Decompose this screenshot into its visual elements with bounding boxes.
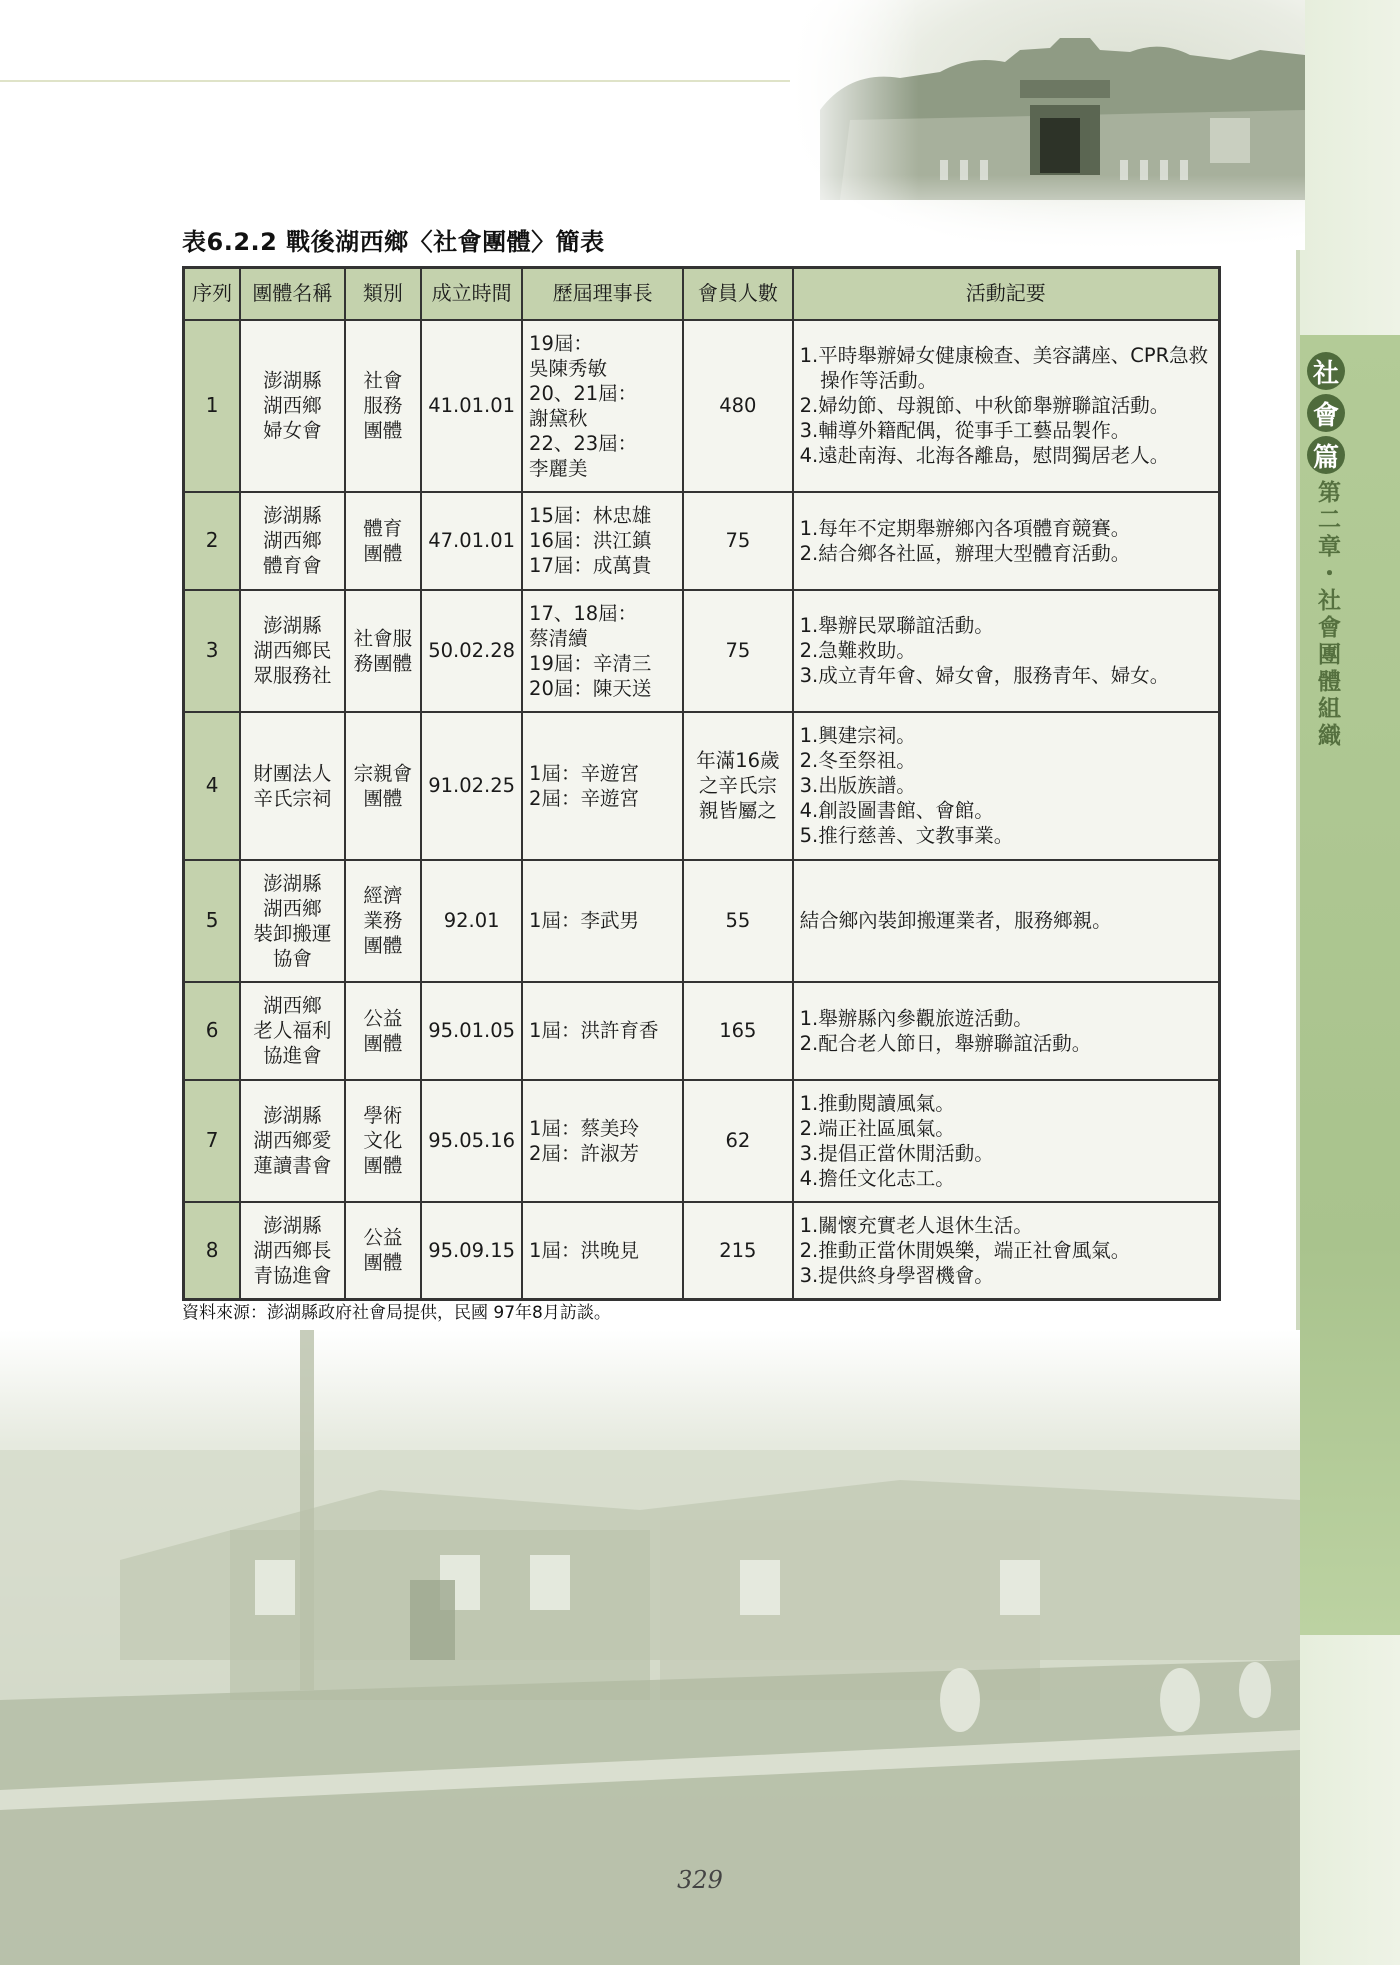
row-activities [793, 712, 1220, 860]
row-group-name-line: 湖西鄉長 [253, 1238, 332, 1262]
row-activities-line: 2.推動正當休閒娛樂，端正社會風氣。 [799, 1238, 1131, 1262]
row-activities-line: 2.婦幼節、母親節、中秋節舉辦聯誼活動。 [799, 394, 1170, 417]
row-founded: 91.02.25 [421, 712, 522, 860]
row-activities-line: 3.提倡正當休閒活動。 [799, 1141, 994, 1165]
row-activities-line: 2.急難救助。 [799, 639, 916, 662]
row-members [683, 590, 792, 712]
row-group-name [240, 1080, 344, 1202]
row-chairs-line: 1屆：洪許育香 [529, 1019, 659, 1042]
row-category [345, 1202, 422, 1300]
row-group-name [240, 712, 344, 860]
row-activities-line: 2.端正社區風氣。 [799, 1116, 955, 1140]
row-members-line: 165 [719, 1019, 757, 1042]
row-chairs [522, 982, 683, 1080]
header-members: 會員人數 [683, 268, 792, 320]
row-activities-line: 1.關懷充實老人退休生活。 [799, 1213, 1033, 1237]
row-activities-line: 3.輔導外籍配偶，從事手工藝品製作。 [799, 419, 1131, 442]
header-rule [0, 80, 795, 82]
row-chairs-line: 蔡清續 [529, 626, 588, 650]
row-activities-line: 2.配合老人節日，舉辦聯誼活動。 [799, 1031, 1092, 1055]
row-activities [793, 320, 1220, 492]
row-category [345, 1080, 422, 1202]
row-activities-line: 1.舉辦縣內參觀旅遊活動。 [799, 1006, 1033, 1030]
row-category-line: 公益 [363, 1226, 403, 1250]
row-activities-line: 2.冬至祭祖。 [799, 749, 916, 772]
row-category [345, 320, 422, 492]
table-row [184, 712, 1220, 860]
row-activities-line: 1.推動閱讀風氣。 [799, 1091, 955, 1115]
row-category-line: 體育 [363, 516, 403, 540]
row-activities-line: 3.出版族譜。 [799, 774, 916, 797]
row-group-name-line: 湖西鄉民 [253, 639, 332, 662]
header-building-photo [790, 0, 1305, 250]
row-chairs-line: 1屆：蔡美玲 [529, 1116, 639, 1140]
row-activities-line: 1.舉辦民眾聯誼活動。 [799, 614, 994, 637]
row-seq: 2 [184, 492, 241, 590]
table-row [184, 1202, 1220, 1300]
row-members-line: 親皆屬之 [698, 799, 777, 822]
row-category-line: 團體 [363, 1251, 403, 1275]
row-group-name-line: 婦女會 [263, 419, 322, 442]
row-members-line: 75 [725, 639, 751, 662]
row-category-line: 文化 [363, 1129, 403, 1152]
row-chairs-line: 17、18屆： [529, 601, 638, 625]
row-category-line: 團體 [363, 419, 403, 442]
row-activities [793, 982, 1220, 1080]
row-category-line: 公益 [363, 1006, 403, 1030]
row-group-name-line: 青協進會 [253, 1263, 332, 1287]
row-members-line: 215 [719, 1238, 757, 1262]
row-seq: 7 [184, 1080, 241, 1202]
row-founded: 92.01 [421, 860, 522, 982]
row-activities-line: 結合鄉內裝卸搬運業者，服務鄉親。 [799, 909, 1112, 932]
row-category [345, 492, 422, 590]
row-chairs-line: 吳陳秀敏 [529, 356, 608, 380]
side-heading-char: 社 [1307, 352, 1345, 390]
row-category-line: 團體 [363, 541, 403, 565]
row-category [345, 860, 422, 982]
row-members [683, 492, 792, 590]
row-category [345, 590, 422, 712]
row-chairs-line: 2屆：許淑芳 [529, 1141, 639, 1165]
row-activities [793, 1202, 1220, 1300]
row-founded: 95.01.05 [421, 982, 522, 1080]
row-founded: 95.09.15 [421, 1202, 522, 1300]
row-chairs-line: 1屆：李武男 [529, 909, 639, 932]
row-chairs [522, 320, 683, 492]
row-founded: 95.05.16 [421, 1080, 522, 1202]
row-group-name-line: 澎湖縣 [263, 1104, 322, 1127]
row-category [345, 712, 422, 860]
row-category-line: 團體 [363, 934, 403, 957]
row-group-name [240, 492, 344, 590]
row-chairs [522, 860, 683, 982]
row-chairs-line: 2屆：辛遊宮 [529, 786, 639, 810]
row-group-name-line: 湖西鄉 [263, 394, 322, 417]
row-category-line: 學術 [363, 1104, 403, 1127]
row-category-line: 團體 [363, 1031, 403, 1055]
row-chairs-line: 1屆：洪晚見 [529, 1238, 639, 1262]
row-group-name-line: 財團法人 [253, 761, 332, 785]
header-activities: 活動記要 [793, 268, 1220, 320]
row-chairs [522, 712, 683, 860]
row-activities-line: 4.遠赴南海、北海各離島，慰問獨居老人。 [799, 444, 1170, 467]
row-activities-line: 1.平時舉辦婦女健康檢查、美容講座、CPR急救操作等活動。 [799, 344, 1209, 392]
row-chairs-line: 22、23屆： [529, 431, 638, 455]
row-chairs-line: 16屆：洪江鎮 [529, 529, 652, 552]
row-activities-line: 3.提供終身學習機會。 [799, 1263, 994, 1287]
row-category-line: 務團體 [353, 651, 413, 675]
table-row [184, 1080, 1220, 1202]
row-members-line: 75 [725, 529, 751, 552]
row-activities-line: 3.成立青年會、婦女會，服務青年、婦女。 [799, 664, 1170, 687]
table-header-row [184, 268, 1220, 320]
row-activities [793, 1080, 1220, 1202]
row-activities-line: 2.結合鄉各社區，辦理大型體育活動。 [799, 541, 1131, 565]
row-group-name-line: 湖西鄉 [263, 896, 322, 920]
row-group-name-line: 湖西鄉 [263, 529, 322, 552]
row-group-name-line: 澎湖縣 [263, 1213, 322, 1237]
table-caption: 表6.2.2 戰後湖西鄉〈社會團體〉簡表 [182, 228, 605, 256]
row-seq: 4 [184, 712, 241, 860]
row-category-line: 經濟 [363, 884, 403, 907]
table-row [184, 982, 1220, 1080]
table-row [184, 860, 1220, 982]
row-group-name-line: 湖西鄉 [263, 994, 322, 1017]
row-group-name-line: 辛氏宗祠 [253, 786, 332, 810]
row-chairs-line: 謝黛秋 [529, 406, 588, 430]
row-group-name [240, 320, 344, 492]
row-group-name [240, 982, 344, 1080]
side-heading-char: 篇 [1307, 436, 1345, 474]
row-activities-line: 1.每年不定期舉辦鄉內各項體育競賽。 [799, 516, 1131, 540]
row-activities [793, 492, 1220, 590]
row-chairs-line: 李麗美 [529, 456, 588, 480]
row-members [683, 860, 792, 982]
row-activities [793, 860, 1220, 982]
row-chairs-line: 20、21屆： [529, 381, 638, 405]
row-founded: 47.01.01 [421, 492, 522, 590]
row-chairs-line: 17屆：成萬貴 [529, 554, 652, 577]
row-members [683, 1202, 792, 1300]
row-activities [793, 590, 1220, 712]
row-group-name-line: 體育會 [263, 554, 322, 577]
row-activities-line: 4.創設圖書館、會館。 [799, 799, 994, 822]
row-seq: 3 [184, 590, 241, 712]
header-chairs: 歷屆理事長 [522, 268, 683, 320]
row-group-name-line: 澎湖縣 [263, 504, 322, 527]
row-group-name-line: 協進會 [263, 1044, 322, 1067]
row-group-name-line: 澎湖縣 [263, 871, 322, 895]
page-number: 329 [677, 1866, 723, 1894]
header-founded: 成立時間 [421, 268, 522, 320]
row-category-line: 團體 [363, 1154, 403, 1177]
row-members [683, 320, 792, 492]
row-members [683, 982, 792, 1080]
row-chairs-line: 19屆：辛清三 [529, 651, 652, 675]
row-chairs-line: 20屆：陳天送 [529, 676, 652, 700]
row-chairs-line: 1屆：辛遊宮 [529, 761, 639, 785]
row-category [345, 982, 422, 1080]
row-category-line: 團體 [363, 786, 403, 810]
header-category: 類別 [345, 268, 422, 320]
source-note: 資料來源：澎湖縣政府社會局提供，民國 97年8月訪談。 [182, 1303, 611, 1323]
row-members-line: 480 [719, 394, 757, 417]
row-activities-line: 1.興建宗祠。 [799, 724, 916, 747]
row-group-name-line: 蓮讀書會 [253, 1154, 332, 1177]
row-chairs [522, 492, 683, 590]
row-activities-line: 5.推行慈善、文教事業。 [799, 824, 1014, 847]
row-group-name-line: 協會 [272, 946, 312, 970]
row-chairs [522, 1080, 683, 1202]
row-group-name-line: 眾服務社 [253, 664, 332, 687]
row-category-line: 宗親會 [353, 761, 413, 785]
row-chairs [522, 590, 683, 712]
row-category-line: 業務 [363, 909, 403, 932]
table-row [184, 590, 1220, 712]
table-row [184, 320, 1220, 492]
row-members-line: 年滿16歲 [696, 749, 780, 772]
row-group-name-line: 澎湖縣 [263, 369, 322, 392]
row-founded: 50.02.28 [421, 590, 522, 712]
header-seq: 序列 [184, 268, 241, 320]
row-group-name-line: 老人福利 [253, 1019, 332, 1042]
side-heading-char: 會 [1307, 394, 1345, 432]
row-group-name-line: 湖西鄉愛 [253, 1129, 332, 1152]
row-seq: 1 [184, 320, 241, 492]
row-group-name [240, 1202, 344, 1300]
row-group-name [240, 860, 344, 982]
side-section-heading [1306, 352, 1346, 474]
row-seq: 6 [184, 982, 241, 1080]
row-seq: 8 [184, 1202, 241, 1300]
row-group-name-line: 裝卸搬運 [253, 921, 332, 945]
social-groups-table [182, 266, 1221, 1301]
side-chapter-title: 第二章・社會團體組織 [1314, 480, 1341, 750]
row-activities-line: 4.擔任文化志工。 [799, 1166, 955, 1190]
row-founded: 41.01.01 [421, 320, 522, 492]
row-group-name [240, 590, 344, 712]
row-category-line: 社會服 [353, 626, 413, 650]
row-members-line: 之辛氏宗 [698, 774, 777, 797]
table-row [184, 492, 1220, 590]
row-members-line: 62 [725, 1129, 751, 1152]
row-category-line: 社會 [363, 369, 403, 392]
row-chairs-line: 15屆：林忠雄 [529, 504, 652, 527]
row-members-line: 55 [725, 909, 751, 932]
row-chairs-line: 19屆： [529, 331, 593, 355]
row-group-name-line: 澎湖縣 [263, 614, 322, 637]
row-seq: 5 [184, 860, 241, 982]
row-category-line: 服務 [363, 394, 403, 417]
row-chairs [522, 1202, 683, 1300]
row-members [683, 712, 792, 860]
row-members [683, 1080, 792, 1202]
header-name: 團體名稱 [240, 268, 344, 320]
